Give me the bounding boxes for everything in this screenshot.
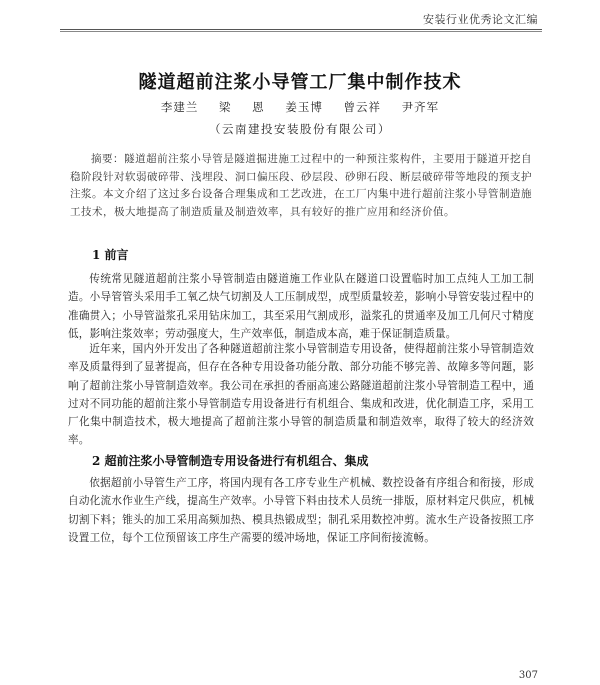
paper-authors: 李建兰 梁 恩 姜玉博 曾云祥 尹齐军 — [160, 100, 440, 114]
section-heading-intro: 1 前言 — [92, 248, 129, 262]
intro-paragraph-1: 传统常见隧道超前注浆小导管制造由隧道施工作业队在隧道口设置临时加工点纯人工加工制造。小导管管头采用手工氧乙炔气切割及人工压制成型，成型质量较差，影响小导管安装过程中的准确贯入；小导管溢浆孔采用钻床加工，其至采用气割成形，溢浆孔的贯通率及加工几何尺寸精度低，影响注浆效率；劳动强度大，生产效率低，制造成本高，难于保证制造质量。 — [68, 273, 534, 340]
header-rule — [60, 29, 542, 30]
paper-affiliation: （云南建投安装股份有限公司） — [209, 122, 391, 136]
journal-name: 安装行业优秀论文汇编 — [423, 13, 538, 26]
equipment-paragraph-1: 依据超前小导管生产工序，将国内现有各工序专业生产机械、数控设备有序组合和衔接，形成自动化流水作业生产线，提高生产效率。小导管下料由技术人员统一排版，原材料定尺供应，机械切割下料；锥头的加工采用高频加热、模具热锻成型；制孔采用数控冲剪。流水生产设备按照工序设置工位，每个工位预留该工序生产需要的缓冲场地，保证工序间衔接流畅。 — [68, 477, 534, 544]
paper-abstract: 摘要：隧道超前注浆小导管是隧道掘进施工过程中的一种预注浆构件，主要用于隧道开挖自稳阶段针对软弱破碎带、浅埋段、洞口偏压段、砂层段、砂卵石段、断层破碎带等地段的预支护注浆。本文介绍了这过多台设备合理集成和工艺改进，在工厂内集中进行超前注浆小导管制造施工技术，极大地提高了制造质量及制造效率，具有较好的推广应用和经济价值。 — [70, 153, 532, 218]
paper-title: 隧道超前注浆小导管工厂集中制作技术 — [138, 72, 462, 93]
header-rule-secondary — [60, 31, 542, 32]
page-number: 307 — [518, 670, 538, 681]
intro-paragraph-2: 近年来，国内外开发出了各种隧道超前注浆小导管制造专用设备，使得超前注浆小导管制造效率及质量得到了显著提高，但存在各种专用设备功能分散、部分功能不够完善、故障多等问题，影响了超前注浆小导管制造效率。我公司在承担的香丽高速公路隧道超前注浆小导管制造工程中，通过对不同功能的超前注浆小导管制造专用设备进行有机组合、集成和改进，优化制造工序，采用工厂化集中制造技术，极大地提高了超前注浆小导管的制造质量和制造效率，取得了较大的经济效率。 — [68, 343, 534, 447]
section-heading-equipment: 2 超前注浆小导管制造专用设备进行有机组合、集成 — [92, 454, 369, 468]
